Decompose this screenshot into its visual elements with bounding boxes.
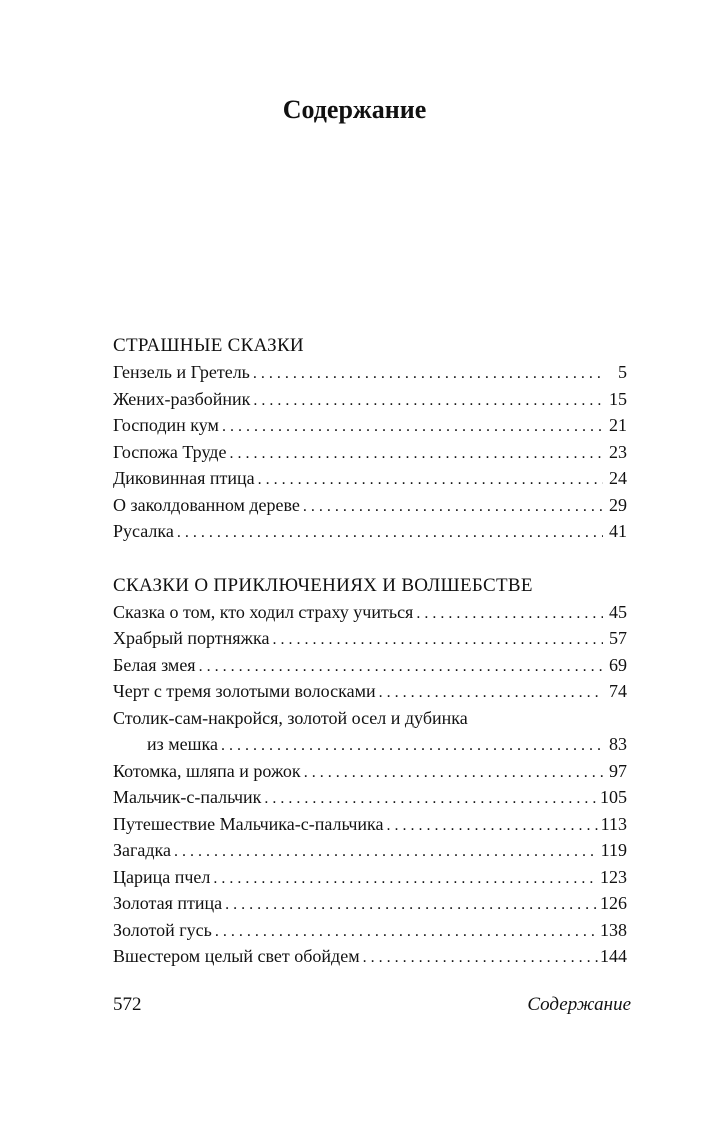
dot-leader bbox=[264, 786, 598, 813]
footer-page-number: 572 bbox=[113, 994, 142, 1015]
toc-entry[interactable] bbox=[113, 758, 627, 785]
entry-page-number: 5 bbox=[618, 362, 627, 382]
entry-page-number: 113 bbox=[600, 813, 627, 834]
toc-section-adventure-tales bbox=[113, 572, 627, 970]
toc-entry[interactable] bbox=[113, 837, 627, 864]
entry-title: Загадка bbox=[113, 840, 171, 860]
section-heading: СТРАШНЫЕ СКАЗКИ bbox=[113, 335, 304, 356]
entry-page-number: 126 bbox=[600, 893, 627, 913]
entry-title: Черт с тремя золотыми волосками bbox=[113, 681, 376, 701]
toc-entry[interactable] bbox=[113, 412, 627, 439]
entry-title: Диковинная птица bbox=[113, 468, 255, 488]
entry-title: Золотой гусь bbox=[113, 919, 212, 940]
toc-entry[interactable] bbox=[113, 359, 627, 386]
entry-page-number: 45 bbox=[609, 601, 627, 622]
entry-page-number: 138 bbox=[600, 919, 627, 940]
toc-entry[interactable] bbox=[113, 917, 627, 944]
entry-title: О заколдованном дереве bbox=[113, 494, 300, 515]
entry-page-number: 83 bbox=[609, 734, 627, 754]
dot-leader bbox=[303, 494, 603, 521]
dot-leader bbox=[177, 520, 603, 547]
entry-page-number: 57 bbox=[609, 628, 627, 648]
entry-title: Храбрый портняжка bbox=[113, 628, 270, 648]
entry-title: Сказка о том, кто ходил страху учиться bbox=[113, 601, 414, 622]
entry-page-number: 123 bbox=[600, 866, 627, 887]
entry-page-number: 41 bbox=[609, 521, 627, 541]
dot-leader bbox=[174, 839, 599, 866]
dot-leader bbox=[363, 945, 598, 972]
dot-leader bbox=[222, 414, 603, 441]
toc-entry[interactable] bbox=[113, 492, 627, 519]
entry-page-number: 144 bbox=[600, 946, 627, 966]
entry-page-number: 119 bbox=[600, 840, 627, 860]
toc-entry[interactable] bbox=[113, 864, 627, 891]
dot-leader bbox=[253, 361, 603, 388]
section-heading: СКАЗКИ О ПРИКЛЮЧЕНИЯХ И ВОЛШЕБСТВЕ bbox=[113, 574, 533, 596]
entry-page-number: 105 bbox=[600, 787, 627, 807]
dot-leader bbox=[225, 892, 598, 919]
entry-page-number: 21 bbox=[609, 415, 627, 435]
toc-entry[interactable] bbox=[113, 678, 627, 705]
toc-entry[interactable] bbox=[113, 784, 627, 811]
entry-title: Гензель и Гретель bbox=[113, 362, 250, 382]
entry-page-number: 15 bbox=[609, 388, 627, 409]
entry-title: Жених-разбойник bbox=[113, 388, 251, 409]
entry-title: Путешествие Мальчика-с-пальчика bbox=[113, 813, 384, 834]
toc-entry[interactable] bbox=[113, 943, 627, 970]
dot-leader bbox=[386, 813, 598, 840]
entry-title: Золотая птица bbox=[113, 893, 223, 913]
toc-entry[interactable] bbox=[113, 625, 627, 652]
entry-title: Белая змея bbox=[113, 654, 196, 675]
toc-entry[interactable] bbox=[113, 811, 627, 838]
dot-leader bbox=[221, 733, 603, 760]
entry-title: Русалка bbox=[113, 521, 174, 541]
entry-title: Котомка, шляпа и рожок bbox=[113, 760, 301, 781]
footer-running-title: Содержание bbox=[527, 994, 631, 1015]
toc-entry-continuation[interactable] bbox=[113, 731, 627, 758]
toc-entry[interactable] bbox=[113, 599, 627, 626]
toc-entry[interactable] bbox=[113, 652, 627, 679]
entry-title: Царица пчел bbox=[113, 866, 211, 887]
dot-leader bbox=[199, 654, 603, 681]
dot-leader bbox=[229, 441, 603, 468]
entry-title: Госпожа Труде bbox=[113, 441, 227, 462]
toc-entry-first-line[interactable] bbox=[113, 705, 627, 732]
toc-entry[interactable] bbox=[113, 890, 627, 917]
entry-title: Столик-сам-накройся, золотой осел и дубинка bbox=[113, 707, 468, 728]
entry-title: Вшестером целый свет обойдем bbox=[113, 946, 360, 966]
table-of-contents bbox=[113, 332, 627, 997]
dot-leader bbox=[379, 680, 603, 707]
entry-page-number: 97 bbox=[609, 760, 627, 781]
entry-page-number: 23 bbox=[609, 441, 627, 462]
entry-title-continuation: из мешка bbox=[147, 734, 218, 754]
entry-title: Господин кум bbox=[113, 415, 219, 435]
toc-section-scary-tales bbox=[113, 332, 627, 545]
dot-leader bbox=[253, 388, 603, 415]
entry-page-number: 29 bbox=[609, 494, 627, 515]
toc-entry[interactable] bbox=[113, 518, 627, 545]
dot-leader bbox=[416, 601, 603, 628]
dot-leader bbox=[304, 760, 603, 787]
toc-entry[interactable] bbox=[113, 465, 627, 492]
entry-page-number: 74 bbox=[609, 681, 627, 701]
page-title: Содержание bbox=[282, 95, 427, 124]
dot-leader bbox=[258, 467, 603, 494]
toc-entry[interactable] bbox=[113, 386, 627, 413]
entry-page-number: 24 bbox=[609, 468, 627, 488]
toc-entry[interactable] bbox=[113, 439, 627, 466]
dot-leader bbox=[272, 627, 603, 654]
entry-page-number: 69 bbox=[609, 654, 627, 675]
dot-leader bbox=[213, 866, 598, 893]
dot-leader bbox=[215, 919, 598, 946]
entry-title: Мальчик-с-пальчик bbox=[113, 787, 262, 807]
